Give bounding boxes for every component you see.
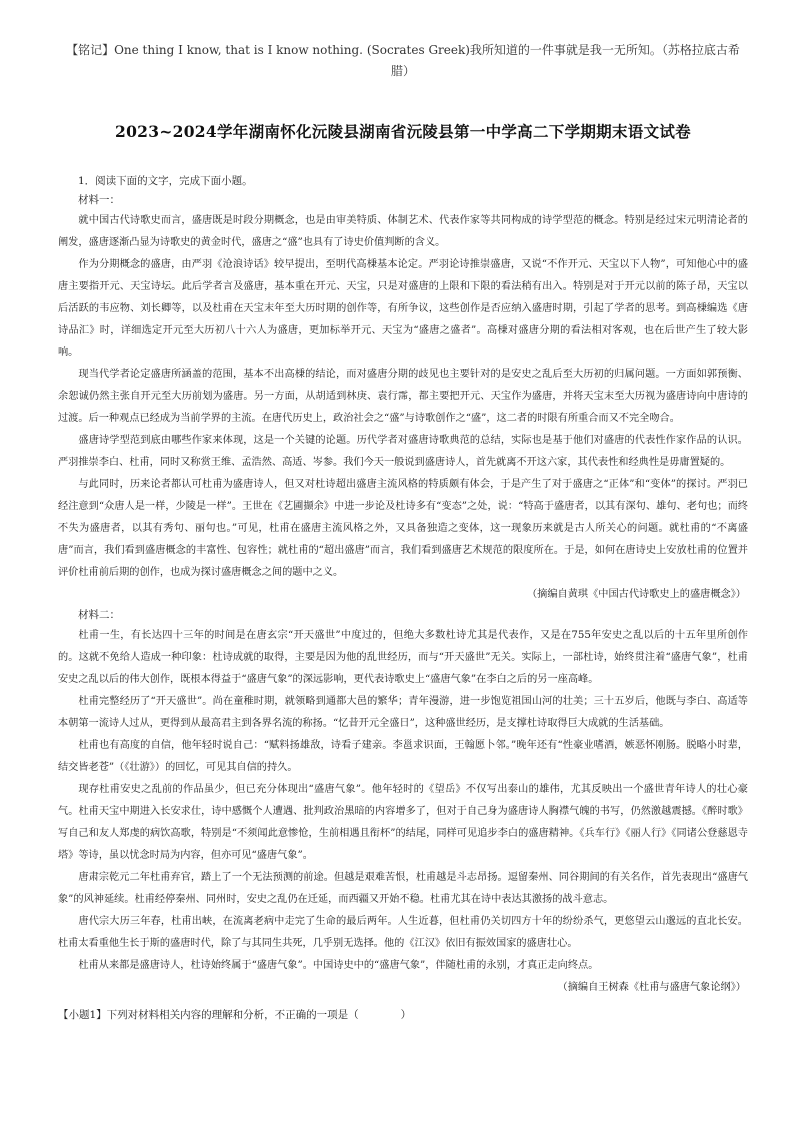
material-2-paragraph: 唐代宗大历三年春，杜甫出峡，在流离老病中走完了生命的最后两年。人生近暮，但杜甫仍关切四方十年的纷纷杀气，更悠望云山邈远的直北长安。杜甫太看重他生长于斯的盛唐时代，除了与其同生共死，几乎别无选择。他的《江汉》依旧有振效国家的盛唐壮心。 <box>58 916 748 949</box>
material-1-paragraph: 盛唐诗学型范到底由哪些作家来体现，这是一个关键的论题。历代学者对盛唐诗歌典范的总结，实际也是基于他们对盛唐的代表性作家作品的认识。严羽推崇李白、杜甫，同时又称赏王维、孟浩然、高适、岑参。我们今天一般说到盛唐诗人，首先就离不开这六家，其代表性和经典性是毋庸置疑的。 <box>58 435 748 468</box>
material-2-paragraph: 杜甫从来都是盛唐诗人，杜诗始终属于“盛唐气象”。中国诗史中的“盛唐气象”，伴随杜甫的永别，才真正走向终点。 <box>78 960 599 971</box>
material-1-paragraph: 与此同时，历来论者都认可杜甫为盛唐诗人，但又对杜诗超出盛唐主流风格的特质颇有体会，于是产生了对于盛唐之“正体”和“变体”的探讨。严羽已经注意到“众唐人是一样，少陵是一样”。王世在《艺圃撷余》中进一步论及杜诗多有“变态”之处，说：“特高于盛唐者，以其有深句、雄句、老句也；而终不失为盛唐者，以其有秀句、丽句也。”可见，杜甫在盛唐主流风格之外，又具备独造之变体，这一现象历来就是古人所关心的问题。就杜甫的“不离盛唐”而言，我们看到盛唐概念的丰富性、包容性；就杜甫的“超出盛唐”而言，我们看到盛唐艺术规范的限度所在。于是，如何在唐诗史上安放杜甫的位置并评价杜甫前后期的创作，也成为探讨盛唐概念之间的题中之义。 <box>58 479 748 578</box>
material-1-source: （摘编自黄琪《中国古代诗歌史上的盛唐概念》） <box>526 589 746 600</box>
material-1-paragraph: 就中国古代诗歌史而言，盛唐既是时段分期概念，也是由审美特质、体制艺术、代表作家等共同构成的诗学型范的概念。特别是经过宋元明清论者的阐发，盛唐逐渐凸显为诗歌史的黄金时代，盛唐之“盛”也具有了诗史价值判断的含义。 <box>58 215 748 248</box>
material-2-paragraph: 杜甫也有高度的自信，他年轻时说自己：“赋料扬雄敌，诗看子建亲。李邕求识面，王翰愿卜邻。”晚年还有“性豪业嗜酒，嫉恶怀刚肠。脱略小时辈，结交皆老苍”（《壮游》）的回忆，可见其自信的持久。 <box>58 740 748 773</box>
material-1-paragraph: 作为分期概念的盛唐，由严羽《沧浪诗话》较早提出，至明代高棅基本论定。严羽论诗推崇盛唐，又说“不作开元、天宝以下人物”，可知他心中的盛唐主要指开元、天宝诗坛。此后学者言及盛唐，基本重在开元、天宝，只是对盛唐的上限和下限的看法稍有出入。特别是对于开元以前的陈子昂，天宝以后活跃的韦应物、刘长卿等，以及杜甫在天宝末年至大历时期的创作等，有所争议，这些创作是否应纳入盛唐时期，引起了学者的思考。到高棅编选《唐诗品汇》时，详细选定开元至大历初八十六人为盛唐，更加标举开元、天宝为“盛唐之盛者”。高棅对盛唐分期的看法相对客观，也在后世产生了较大影响。 <box>58 259 748 358</box>
material-1-paragraph: 现当代学者论定盛唐所涵盖的范围，基本不出高棅的结论，而对盛唐分期的歧见也主要针对的是安史之乱后至大历初的归属问题。一方面如郭预衡、余恕诚仍然主张自开元至大历前划为盛唐。另一方面，从胡适到林庚、袁行霈，都主要把开元、天宝作为盛唐，并将天宝末至大历视为盛唐诗向中唐诗的过渡。后一种观点已经成为当前学界的主流。在唐代历史上，政治社会之“盛”与诗歌创作之“盛”，这二者的时限有所重合而又不完全吻合。 <box>58 369 748 424</box>
motto-banner: 【铭记】One thing I know, that is I know nothing. (Socrates Greek)我所知道的一件事就是我一无所知。（苏格拉底古希腊） <box>66 43 740 78</box>
material-1-label: 材料一： <box>78 194 120 206</box>
material-2-source: （摘编自王树森《杜甫与盛唐气象论纲》） <box>557 982 746 993</box>
material-2-label: 材料二： <box>78 609 120 621</box>
sub-question-1: 【小题1】下列对材料相关内容的理解和分析，不正确的一项是（ ） <box>58 1009 412 1021</box>
material-2-paragraph: 杜甫一生，有长达四十三年的时间是在唐玄宗“开天盛世”中度过的，但绝大多数杜诗尤其是代表作，又是在755年安史之乱以后的十五年里所创作的。这就不免给人造成一种印象：杜诗成就的取得，主要是因为他的乱世经历，而与“开天盛世”无关。实际上，一部杜诗，始终贯注着“盛唐气象”，杜甫安史之乱以后的伟大创作，既根本得益于“盛唐气象”的深远影响，更代表诗歌史上“盛唐气象”在李白之后的另一座高峰。 <box>58 630 748 685</box>
material-2-paragraph: 唐肃宗乾元二年杜甫弃官，踏上了一个无法预测的前途。但越是艰难苦恨，杜甫越是斗志昂扬。逗留秦州、同谷期间的有关名作，首先表现出“盛唐气象”的风神延续。杜甫经停秦州、同州时，安史之乱仍在迁延，而西疆又开始不稳。杜甫尤其在诗中表达其激扬的战斗意志。 <box>58 872 748 905</box>
question-intro: 1．阅读下面的文字，完成下面小题。 <box>78 175 253 187</box>
exam-title: 2023~2024学年湖南怀化沅陵县湖南省沅陵县第一中学高二下学期期末语文试卷 <box>115 122 691 141</box>
material-2-paragraph: 现存杜甫安史之乱前的作品虽少，但已充分体现出“盛唐气象”。他年轻时的《望岳》不仅写出泰山的雄伟，尤其反映出一个盛世青年诗人的壮心豪气。杜甫天宝中期进入长安求仕，诗中感慨个人遭遇、批判政治黑暗的内容增多了，但对于自己身为盛唐诗人胸襟气魄的书写，仍然激越震撼。《醉时歌》写自己和友人郑虔的病饮高歌，特别是“不须闻此意惨怆，生前相遇且衔杯”的结尾，同样可见追步李白的盛唐精神。《兵车行》《丽人行》《同诸公登慈恩寺塔》等诗，虽以忧念时局为内容，但亦可见“盛唐气象”。 <box>58 784 748 861</box>
material-2-paragraph: 杜甫完整经历了“开天盛世”。尚在童稚时期，就领略到通都大邑的繁华；青年漫游，进一步饱览祖国山河的壮美；三十五岁后，他既与李白、高适等本朝第一流诗人过从，更得到从最高君主到各界名流的称扬。“忆昔开元全盛日”，这种盛世经历，是支撑杜诗取得巨大成就的生活基础。 <box>58 696 748 729</box>
